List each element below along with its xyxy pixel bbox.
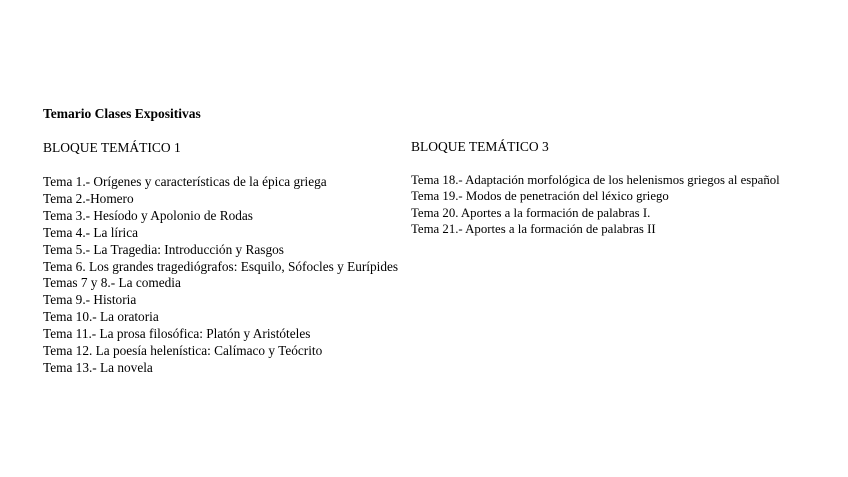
topic-item: Tema 13.- La novela xyxy=(43,359,153,375)
topic-item: Tema 18.- Adaptación morfológica de los helenismos griegos al español xyxy=(411,173,780,187)
topic-item: Temas 7 y 8.- La comedia xyxy=(43,275,181,291)
topic-item: Tema 10.- La oratoria xyxy=(43,309,159,325)
topic-list-block-1 xyxy=(43,174,398,377)
topic-item: Tema 2.-Homero xyxy=(43,190,134,206)
block-heading-3: BLOQUE TEMÁTICO 3 xyxy=(411,139,549,154)
topic-item: Tema 1.- Orígenes y características de la épica griega xyxy=(43,174,327,189)
topic-item: Tema 3.- Hesíodo y Apolonio de Rodas xyxy=(43,207,253,223)
topic-item: Tema 11.- La prosa filosófica: Platón y Aristóteles xyxy=(43,326,311,342)
topic-item: Tema 6. Los grandes tragediógrafos: Esquilo, Sófocles y Eurípides xyxy=(43,258,399,274)
topic-item: Tema 12. La poesía helenística: Calímaco y Teócrito xyxy=(43,343,323,359)
topic-item: Tema 21.- Aportes a la formación de palabras II xyxy=(411,221,656,236)
topic-item: Tema 9.- Historia xyxy=(43,292,137,308)
topic-list-block-3 xyxy=(411,172,780,237)
topic-item: Tema 4.- La lírica xyxy=(43,224,139,240)
topic-item: Tema 19.- Modos de penetración del léxico griego xyxy=(411,189,669,204)
document-title: Temario Clases Expositivas xyxy=(43,106,201,121)
topic-item: Tema 20. Aportes a la formación de palabras I. xyxy=(411,205,651,220)
topic-item: Tema 5.- La Tragedia: Introducción y Rasgos xyxy=(43,241,284,257)
block-heading-1: BLOQUE TEMÁTICO 1 xyxy=(43,140,181,155)
